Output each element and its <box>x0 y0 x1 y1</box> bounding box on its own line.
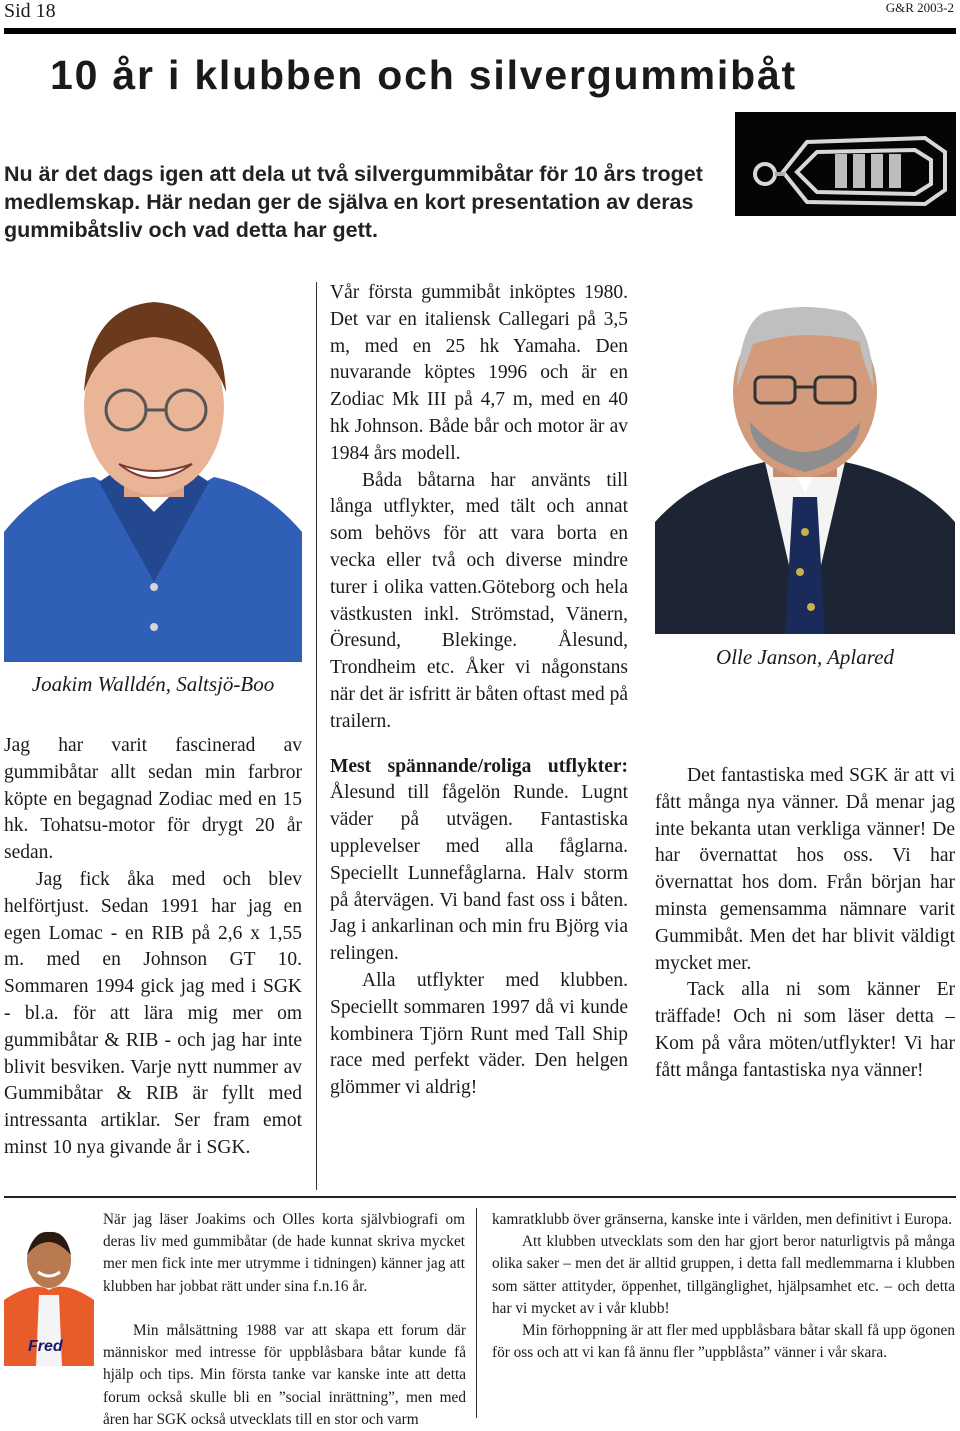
fred-paragraph-4: Att klubben utvecklats som den har gjort beror naturligtvis på många olika saker – men det är alltid gruppen, i detta fall medlemmarna i klubben som sätter attityder, öppenhet, tillgänglighet, hjälpsamhet etc. – och detta har vi mycket av i vår klubb! <box>492 1233 955 1317</box>
olle-caption: Olle Janson, Aplared <box>716 645 894 669</box>
middle-paragraph-4: Alla utflykter med klubben. Speciellt sommaren 1997 då vi kunde kombinera Tjörn Runt med Tall Ship race med perfekt väder. Den helgen glömmer vi aldrig! <box>330 969 628 1099</box>
joakim-paragraph-1: Jag har varit fascinerad av gummibåtar allt sedan min farbror köpte en begagnad Zodiac med en 15 hk. Tohatsu-motor för drygt 20 år sedan. <box>4 735 302 864</box>
article-title: 10 år i klubben och silvergummibåt <box>50 52 798 98</box>
silver-boat-charm-image <box>735 112 956 216</box>
fred-text-top <box>103 1209 465 1298</box>
joakim-portrait <box>4 282 302 662</box>
page-number: Sid 18 <box>4 0 56 22</box>
olle-portrait <box>655 282 955 634</box>
middle-paragraph-2: Båda båtarna har använts till långa utflykter, med tält och annat som behövs för att vara borta en vecka eller två och diverse mindre turer i olika vatten.Göteborg och hela västkusten inkl. Strömstad, Vänern, Öresund, Blekinge. Ålesund, Trondheim etc. Åker vi någonstans när det är isfritt är båten oftast med på trailern. <box>330 469 628 732</box>
middle-paragraph-1: Vår första gummibåt inköptes 1980. Det var en italiensk Callegari på 3,5 m, med en 25 hk Yamaha. Den nuvarande köptes 1996 och är en Zodiac Mk III på 4,7 m, med en 40 hk Johnson. Både bår och motor är av 1984 års modell. <box>330 282 628 464</box>
fred-paragraph-2 <box>103 1320 466 1431</box>
middle-paragraph-3 <box>330 754 628 968</box>
joakim-paragraph-2: Jag fick åka med och blev helförtjust. Sedan 1991 har jag en egen Lomac - en RIB på 2,6 x 1,55 m. med en Johnson GT 10. Sommaren 1994 gick jag med i SGK - bl.a. för att lära mig mer om gummibåtar & RIB - och jag har inte blivit besviken. Varje nytt nummer av Gummibåtar & RIB är fyllt med intressanta artiklar. Ser fram emot minst 10 nya givande år i SGK. <box>4 868 302 1158</box>
highlight-heading: Mest spännande/roliga utflykter: <box>330 755 628 777</box>
fred-badge: Fred <box>28 1338 63 1355</box>
fred-text-bottom <box>4 1320 466 1431</box>
olle-paragraph-1: Det fantastiska med SGK är att vi fått många nya vänner. Då menar jag inte bekanta utan verkliga vänner! De har övernattat hos oss. Vi har övernattat hos dom. Från början har minsta gemensamma nämnare varit Gummibåt. Men det har blivit väldigt mycket mer. <box>655 765 955 974</box>
fred-paragraph-3: kamratklubb över gränserna, kanske inte i världen, men definitivt i Europa. <box>492 1211 953 1228</box>
joakim-column <box>4 733 302 1162</box>
olle-paragraph-2: Tack alla ni som känner Er träffade! Och ni som läser detta – Kom på våra möten/utflykter! Vi har fått många fantastiska nya vänner! <box>655 979 955 1081</box>
fred-column-divider <box>476 1208 477 1418</box>
joakim-caption: Joakim Walldén, Saltsjö-Boo <box>31 672 275 696</box>
column-divider <box>316 282 317 1190</box>
highlight-text: Ålesund till fågelön Runde. Lugnt väder på utvägen. Fantastiska upplevelser med alla fåglarna. Speciellt Lunnefåglarna. Halv storm på återvägen. Vi band fast oss i båten. Jag i ankarlinan och min fru Björg via relingen. <box>330 782 628 965</box>
fred-right-column <box>492 1209 955 1364</box>
issue-label: G&R 2003-2 <box>885 0 954 15</box>
header-rule <box>4 28 956 34</box>
fred-paragraph-5: Min förhoppning är att fler med uppblåsbara båtar skall få upp ögonen för oss och att vi kan få ännu fler ”uppblåsta” vänner i vår skara. <box>492 1322 955 1362</box>
section-divider <box>4 1196 956 1198</box>
intro-text: Nu är det dags igen att dela ut två silvergummibåtar för 10 års troget medlemskap. Här nedan ger de själva en kort presentation av deras gummibåtsliv och vad detta har gett. <box>4 162 703 242</box>
olle-column <box>655 763 955 1085</box>
fred-paragraph-1: När jag läser Joakims och Olles korta självbiografi om deras liv med gummibåtar (de hade kunnat skriva mycket mer men fick inte mer utrymme i tidningen) känner jag att klubben har jobbat rätt under sina f.n.16 år. <box>103 1211 465 1295</box>
middle-column <box>330 280 628 1102</box>
fred-paragraph-2-text: Min målsättning 1988 var att skapa ett forum där människor med intresse för uppblåsbara båtar kunde få hjälp och tips. Min första tanke var kanske inte att detta forum också skulle bli en ”social inrättning”, men med åren har SGK också utvecklats till en stor och varm <box>103 1322 466 1428</box>
